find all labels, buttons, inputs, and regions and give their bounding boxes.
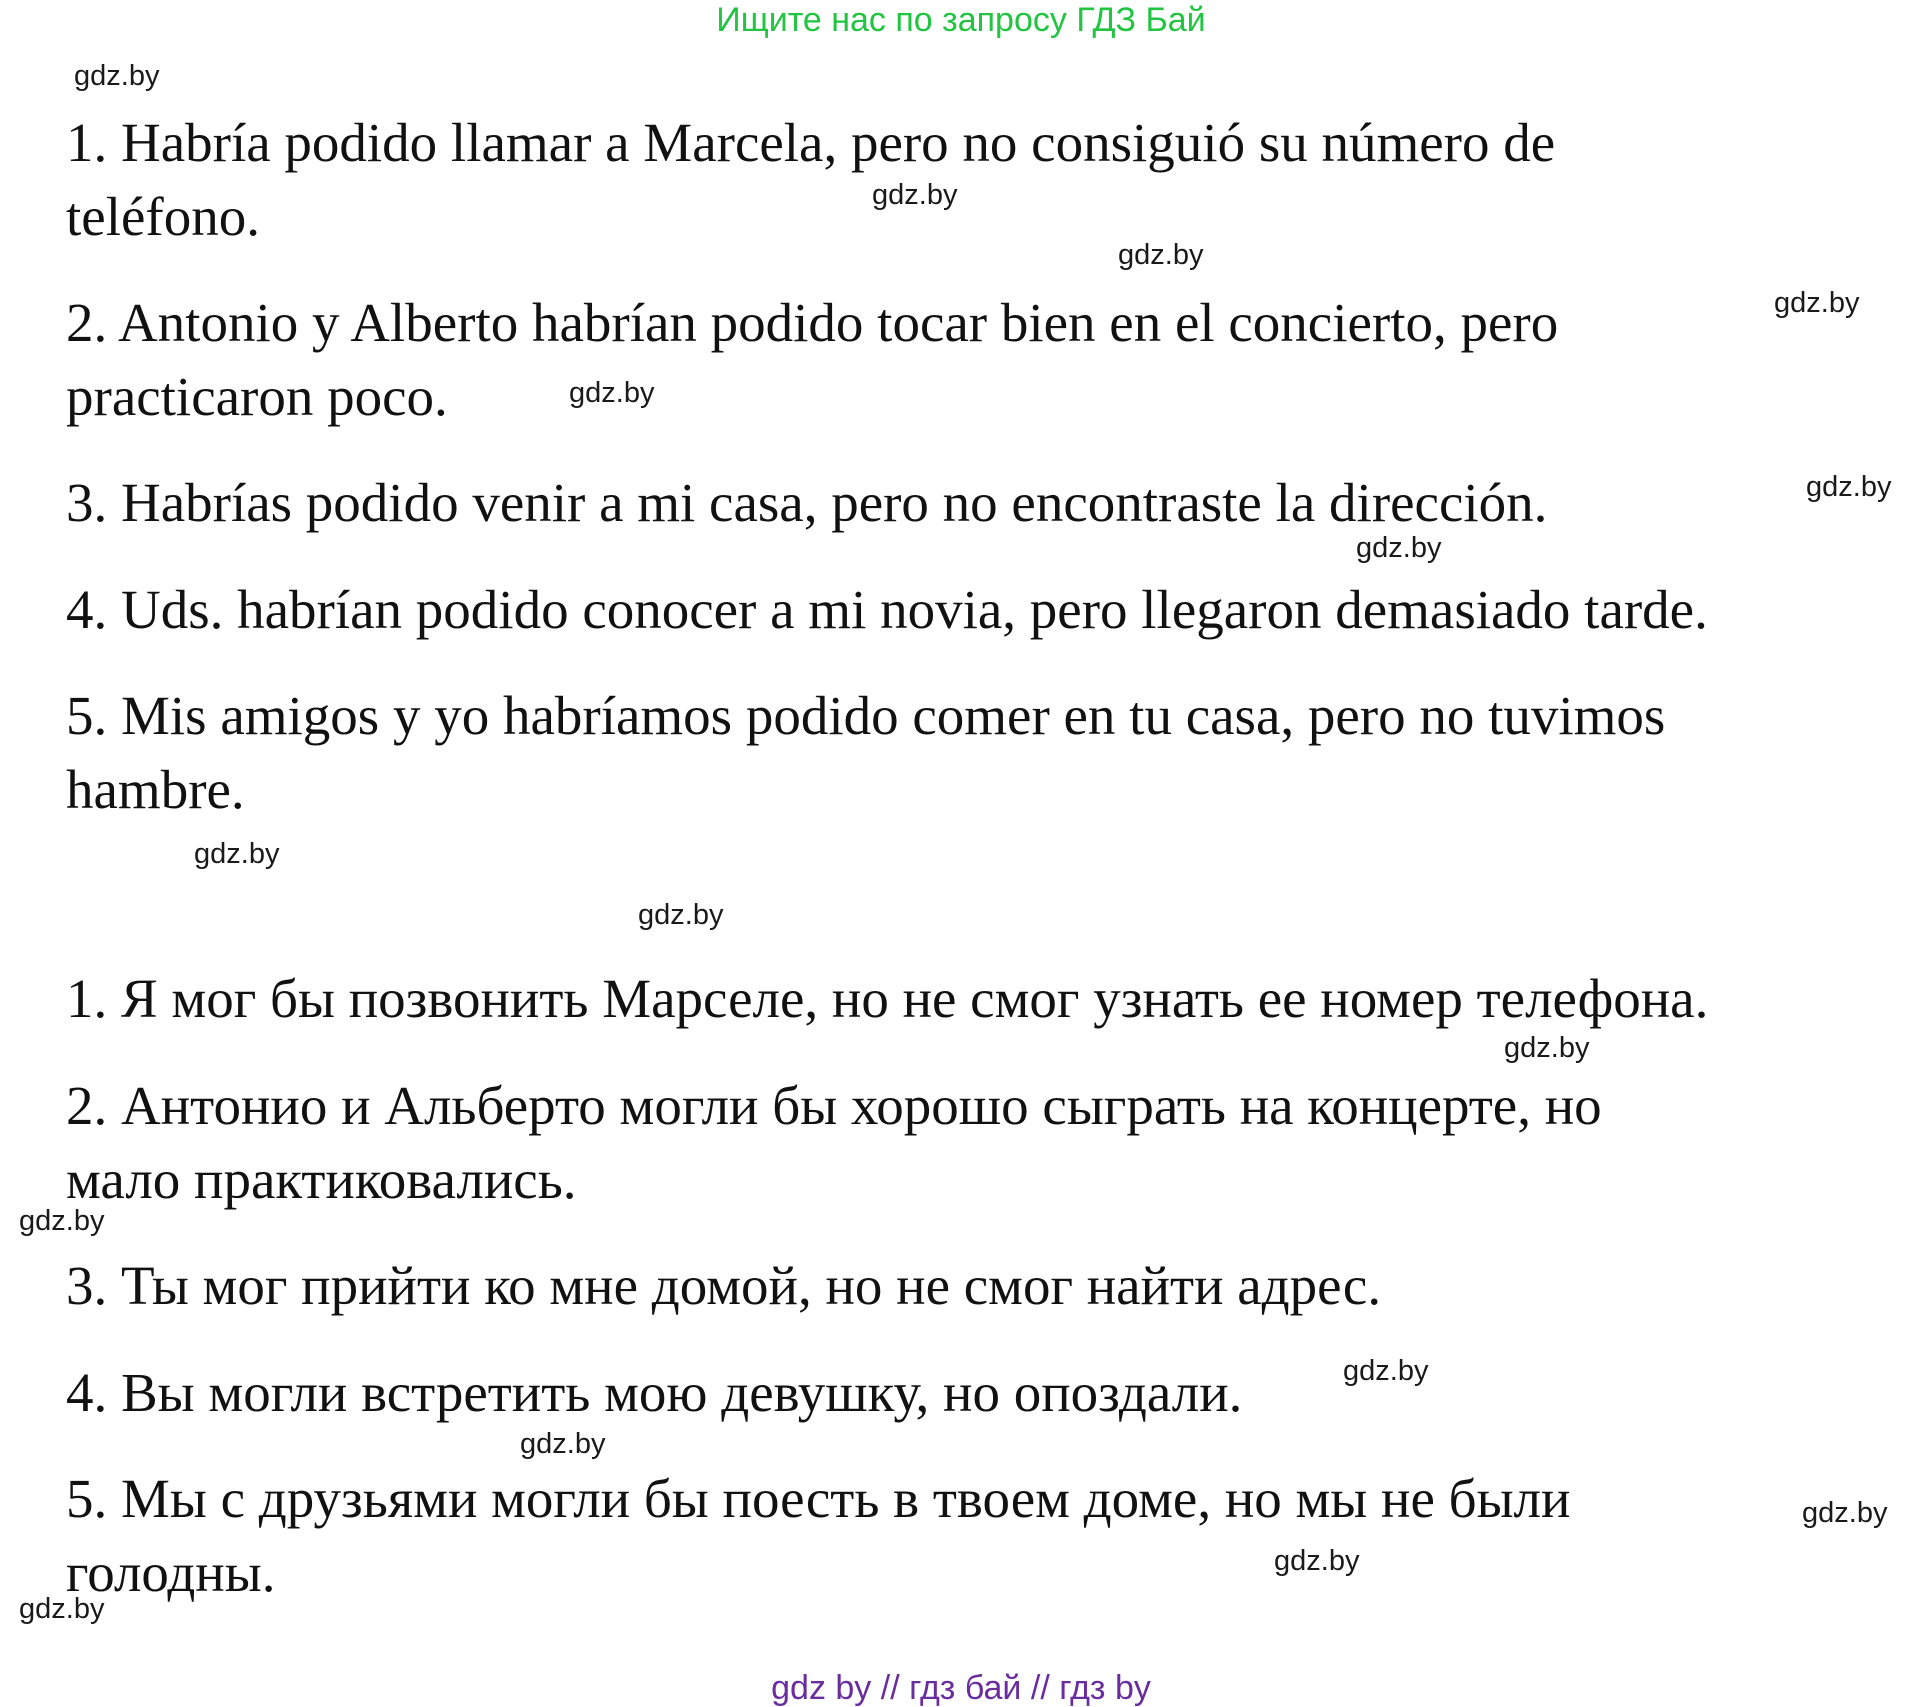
spanish-sentence-1-line-1: 1. Habría podido llamar a Marcela, pero no consiguió su número de (66, 112, 1556, 173)
spanish-sentence-5-line-1: 5. Mis amigos y yo habríamos podido comer en tu casa, pero no tuvimos (66, 685, 1666, 746)
russian-sentence-5-line-1: 5. Мы с друзьями могли бы поесть в твоем доме, но мы не были (66, 1468, 1571, 1529)
watermark: gdz.by (1118, 239, 1204, 271)
russian-sentence-3-line-1: 3. Ты мог прийти ко мне домой, но не смог найти адрес. (66, 1255, 1382, 1316)
spanish-sentence-2 (66, 286, 1558, 434)
watermark: gdz.by (74, 60, 160, 92)
russian-sentence-5 (66, 1462, 1570, 1610)
watermark: gdz.by (1274, 1545, 1360, 1577)
spanish-sentence-5-line-2: hambre. (66, 759, 245, 820)
top-banner: Ищите нас по запросу ГДЗ Бай (716, 1, 1206, 39)
spanish-sentence-2-line-1: 2. Antonio y Alberto habrían podido tocar bien en el concierto, pero (66, 292, 1559, 353)
watermark: gdz.by (1356, 532, 1442, 564)
footer-links: gdz by // гдз бай // гдз by (771, 1669, 1151, 1707)
russian-sentence-3 (66, 1249, 1381, 1323)
watermark: gdz.by (19, 1205, 105, 1237)
watermark: gdz.by (1774, 287, 1860, 319)
watermark: gdz.by (1343, 1355, 1429, 1387)
russian-sentence-4 (66, 1356, 1242, 1430)
spanish-sentence-3-line-1: 3. Habrías podido venir a mi casa, pero no encontraste la dirección. (66, 472, 1548, 533)
russian-sentence-2-line-1: 2. Антонио и Альберто могли бы хорошо сыграть на концерте, но (66, 1075, 1602, 1136)
watermark: gdz.by (569, 377, 655, 409)
watermark: gdz.by (638, 899, 724, 931)
spanish-sentence-1 (66, 106, 1555, 254)
russian-sentence-2 (66, 1069, 1602, 1217)
spanish-sentence-4-line-1: 4. Uds. habrían podido conocer a mi novia, pero llegaron demasiado tarde. (66, 579, 1708, 640)
watermark: gdz.by (872, 179, 958, 211)
russian-sentence-1-line-1: 1. Я мог бы позвонить Марселе, но не смог узнать ее номер телефона. (66, 968, 1709, 1029)
spanish-sentence-3 (66, 466, 1547, 540)
watermark: gdz.by (1806, 471, 1892, 503)
russian-sentence-2-line-2: мало практиковались. (66, 1149, 577, 1210)
spanish-sentence-1-line-2: teléfono. (66, 186, 260, 247)
spanish-sentence-5 (66, 679, 1665, 827)
watermark: gdz.by (1802, 1497, 1888, 1529)
watermark: gdz.by (520, 1428, 606, 1460)
spanish-sentence-2-line-2: practicaron poco. (66, 366, 448, 427)
russian-sentence-4-line-1: 4. Вы могли встретить мою девушку, но опоздали. (66, 1362, 1243, 1423)
spanish-sentence-4 (66, 573, 1708, 647)
watermark: gdz.by (194, 838, 280, 870)
russian-sentence-5-line-2: голодны. (66, 1542, 276, 1603)
watermark: gdz.by (19, 1593, 105, 1625)
watermark: gdz.by (1504, 1032, 1590, 1064)
russian-sentence-1 (66, 962, 1708, 1036)
